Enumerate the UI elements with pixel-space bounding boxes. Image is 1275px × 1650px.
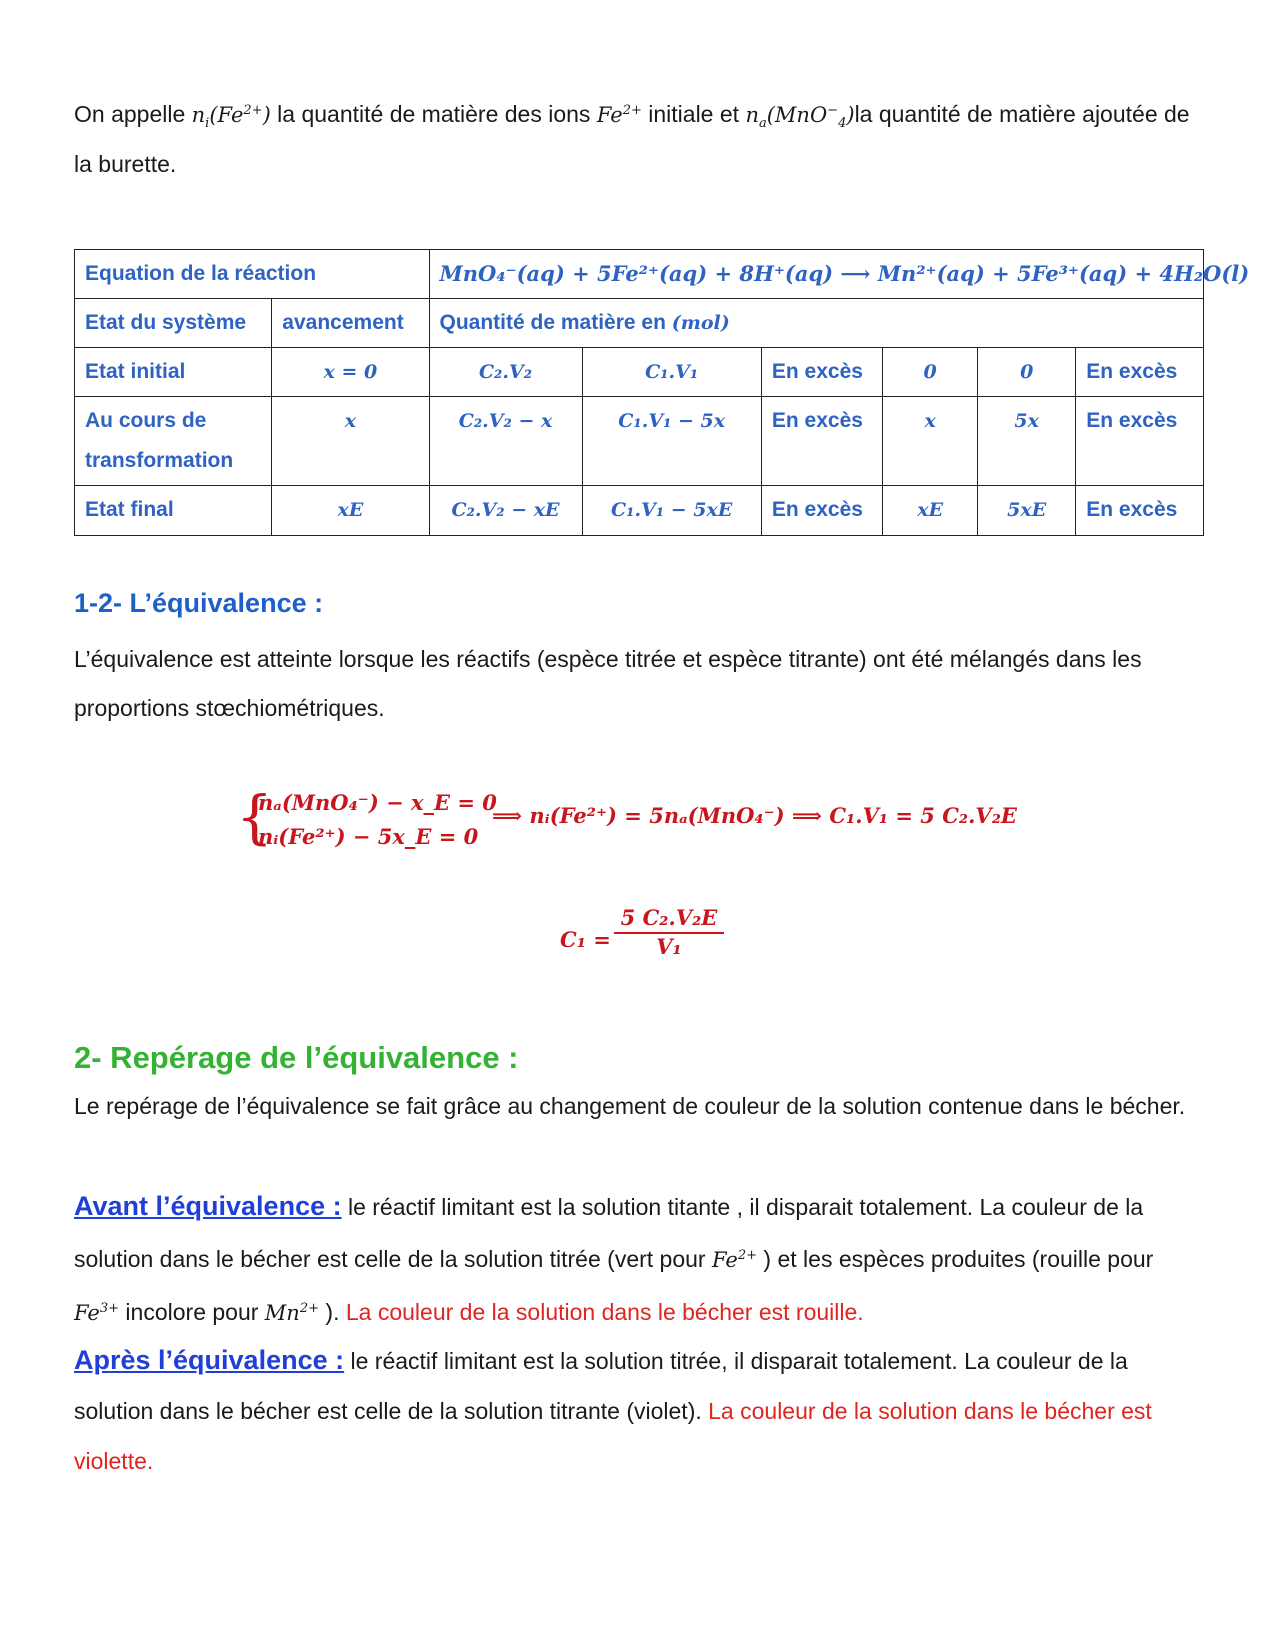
cell-h: En excès: [761, 348, 882, 397]
table-row: [75, 397, 1204, 486]
cell-mn2: xE: [883, 486, 978, 536]
fe2-ion: $Fe^{2+}$: [711, 1248, 758, 1272]
table-row: [75, 348, 1204, 397]
section-1-2-text: L’équivalence est atteinte lorsque les réactifs (espèce titrée et espèce titrante) ont été mélangés dans les proportions stœchiométriques.: [74, 646, 1142, 721]
section-1-2-title: 1-2- L’équivalence :: [74, 588, 324, 618]
fe3-ion: $Fe^{3+}$: [74, 1301, 120, 1325]
frac-lhs: C₁ =: [560, 927, 611, 952]
row-label: Etat initial: [75, 348, 272, 397]
cell-mno4: C₂.V₂ − x: [429, 397, 582, 486]
cell-h2o: En excès: [1076, 397, 1204, 486]
row-advancement: x: [272, 397, 429, 486]
frac-denominator: V₁: [656, 934, 682, 959]
table-row-equation: [75, 250, 1204, 299]
system-line-2: nᵢ(Fe²⁺) − 5x_E = 0: [258, 824, 479, 849]
cell-h2o: En excès: [1076, 348, 1204, 397]
cell-h2o: En excès: [1076, 486, 1204, 536]
apres-conclusion: La couleur de la solution dans le bécher est violette.: [74, 1398, 1152, 1474]
cell-fe2: C₁.V₁: [582, 348, 761, 397]
cell-fe2: C₁.V₁ − 5xE: [582, 486, 761, 536]
na-symbol: $n_a(MnO^-_4)$: [745, 103, 855, 132]
avant-label[interactable]: Avant l’équivalence :: [74, 1191, 342, 1221]
section-2-text: Le repérage de l’équivalence se fait grâce au changement de couleur de la solution contenue dans le bécher.: [74, 1093, 1186, 1119]
apres-paragraph: Après l’équivalence : le réactif limitant est la solution titrée, il disparait totalement. La couleur de la solution dans le bécher est celle de la solution titrante (violet). La couleur de la solution dans le bécher est violette.: [74, 1345, 1152, 1474]
cell-mno4: C₂.V₂: [429, 348, 582, 397]
brace-icon: {: [236, 783, 273, 851]
row-advancement: x = 0: [272, 348, 429, 397]
table-row-header: [75, 299, 1204, 348]
row-label: Etat final: [75, 486, 272, 536]
avant-paragraph: Avant l’équivalence : le réactif limitant est la solution titante , il disparait totalement. La couleur de la solution dans le bécher est celle de la solution titrée (vert pour $Fe^{2+}$ ) et les espèces produites (rouille pour $Fe^{3+}$ incolore pour $Mn^{2+}$ ). La couleur de la solution dans le bécher est rouille.: [74, 1191, 1154, 1325]
frac-numerator: 5 C₂.V₂E V₁: [614, 905, 724, 959]
quantite-label: Quantité de matière en (mol): [429, 299, 1203, 348]
section-2-title: 2- Repérage de l’équivalence :: [74, 1040, 519, 1075]
cell-mn2: 0: [883, 348, 978, 397]
intro-text-3: initiale et: [641, 101, 746, 127]
cell-fe3: 5x: [978, 397, 1076, 486]
table-row: [75, 486, 1204, 536]
fe-ion: $Fe^{2+}$: [596, 103, 642, 127]
cell-h: En excès: [761, 397, 882, 486]
intro-text-2: la quantité de matière des ions: [270, 101, 597, 127]
etat-label: Etat du système: [75, 299, 272, 348]
reaction-equation: MnO₄⁻(aq) + 5Fe²⁺(aq) + 8H⁺(aq) ⟶ Mn²⁺(aq) + 5Fe³⁺(aq) + 4H₂O(l): [429, 250, 1203, 299]
intro-paragraph: [74, 90, 1204, 189]
row-advancement: xE: [272, 486, 429, 536]
cell-mn2: x: [883, 397, 978, 486]
equation-label: Equation de la réaction: [75, 250, 430, 299]
system-result: ⟹ nᵢ(Fe²⁺) = 5nₐ(MnO₄⁻) ⟹ C₁.V₁ = 5 C₂.V₂E: [492, 803, 1017, 828]
cell-fe2: C₁.V₁ − 5x: [582, 397, 761, 486]
row-label: Au cours de transformation: [75, 397, 272, 486]
cell-h: En excès: [761, 486, 882, 536]
cell-fe3: 5xE: [978, 486, 1076, 536]
advancement-table: [74, 249, 1250, 536]
cell-fe3: 0: [978, 348, 1076, 397]
avancement-label: avancement: [272, 299, 429, 348]
intro-text-4: la quantité de matière ajoutée de la burette.: [74, 101, 1190, 177]
apres-label[interactable]: Après l’équivalence :: [74, 1345, 345, 1375]
mn2-ion: $Mn^{2+}$: [264, 1301, 320, 1325]
cell-mno4: C₂.V₂ − xE: [429, 486, 582, 536]
system-line-1: nₐ(MnO₄⁻) − x_E = 0: [258, 790, 497, 815]
ni-symbol: $n_i(Fe^{2+})$: [191, 103, 271, 132]
equation-system: [236, 783, 497, 854]
avant-conclusion: La couleur de la solution dans le bécher est rouille.: [345, 1299, 864, 1325]
intro-text-1: On appelle: [74, 101, 192, 127]
